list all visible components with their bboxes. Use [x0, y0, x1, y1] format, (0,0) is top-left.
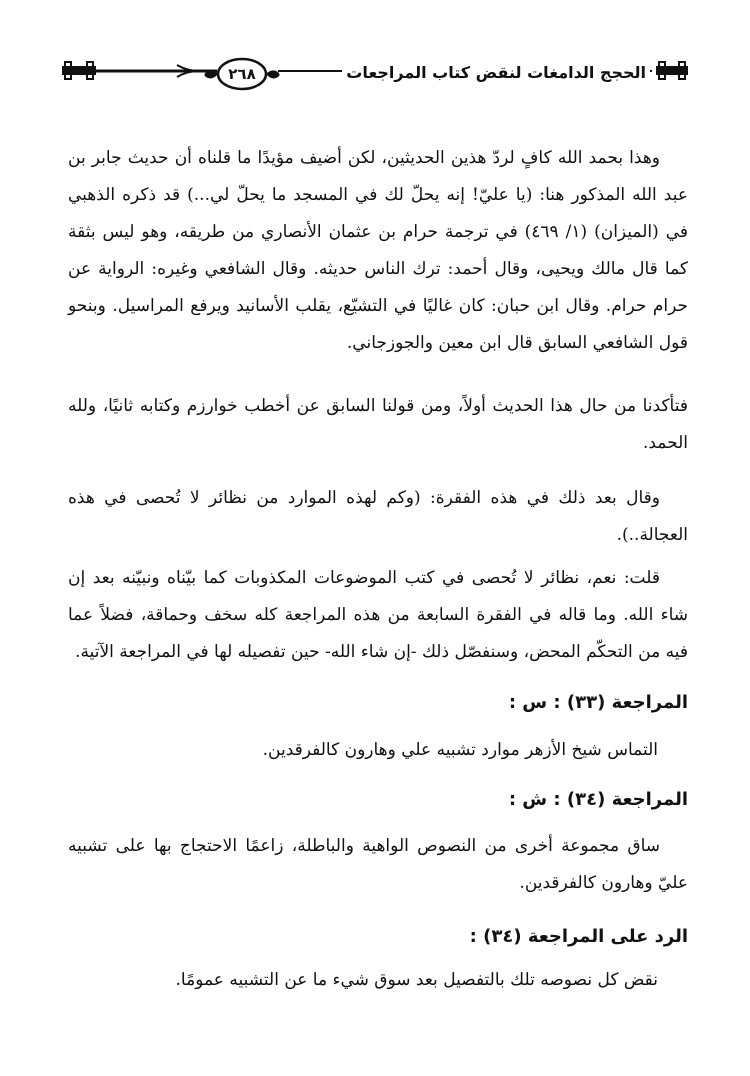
section-heading-reply-34: الرد على المراجعة (٣٤) :: [469, 926, 688, 947]
paragraph-5-text: ساق مجموعة أخرى من النصوص الواهية والباطلة، زاعمًا الاحتجاج بها على تشبيه عليّ وهارون كالفرقدين.: [68, 836, 688, 893]
paragraph-5: [68, 828, 688, 902]
page-number: ٢٦٨: [228, 65, 256, 83]
right-ornament-icon: [656, 62, 688, 79]
paragraph-2-text: فتأكدنا من حال هذا الحديث أولاً، ومن قولنا السابق عن أخطب خوارزم وكتابه ثانيًا، ولله الحمد.: [68, 396, 688, 453]
section-heading-34: المراجعة (٣٤) : ش :: [508, 789, 688, 810]
paragraph-4-text: قلت: نعم، نظائر لا تُحصى في كتب الموضوعات المكذوبات كما بيّناه ونبيّنه بعد إن شاء الله. وما قاله في الفقرة السابعة من هذه المراجعة كله سخف وحماقة، فضلاً عما فيه من التحكّم المحض، وسنفصّل ذلك -إن شاء الله- حين تفصيله لها في المراجعة الآتية.: [68, 568, 688, 662]
page-header: [62, 52, 690, 100]
paragraph-1-text: وهذا بحمد الله كافٍ لردّ هذين الحديثين، لكن أضيف مؤيدًا ما قلناه أن حديث جابر بن عبد الله المذكور هنا: (يا عليّ! إنه يحلّ لك في المسجد ما يحلّ لي...) قد ذكره الذهبي في (الميزان) (١/ ٤٦٩) في ترجمة حرام بن عثمان الأنصاري من طريقه، وهو ليس بثقة كما قال مالك ويحيى، وقال أحمد: ترك الناس حديثه. وقال الشافعي وغيره: الرواية عن حرام حرام. وقال ابن حبان: كان غاليًا في التشيّع، يقلب الأسانيد ويرفع المراسيل. وبنحو قول الشافعي السابق قال ابن معين والجوزجاني.: [68, 148, 689, 353]
paragraph-4: [68, 560, 688, 671]
section-heading-33: المراجعة (٣٣) : س :: [508, 692, 688, 713]
left-ornament-icon: [62, 62, 96, 79]
running-title: الحجج الدامغات لنقض كتاب المراجعات: [342, 63, 650, 83]
paragraph-3: [68, 480, 688, 554]
reply-34-summary: نقض كل نصوصه تلك بالتفصيل بعد سوق شيء ما عن التشبيه عمومًا.: [175, 970, 658, 990]
paragraph-1: [68, 140, 688, 362]
section-33-summary: التماس شيخ الأزهر موارد تشبيه علي وهارون كالفرقدين.: [262, 740, 658, 760]
paragraph-2: [68, 388, 688, 462]
paragraph-3-text: وقال بعد ذلك في هذه الفقرة: (وكم لهذه الموارد من نظائر لا تُحصى في هذه العجالة..).: [68, 488, 688, 545]
